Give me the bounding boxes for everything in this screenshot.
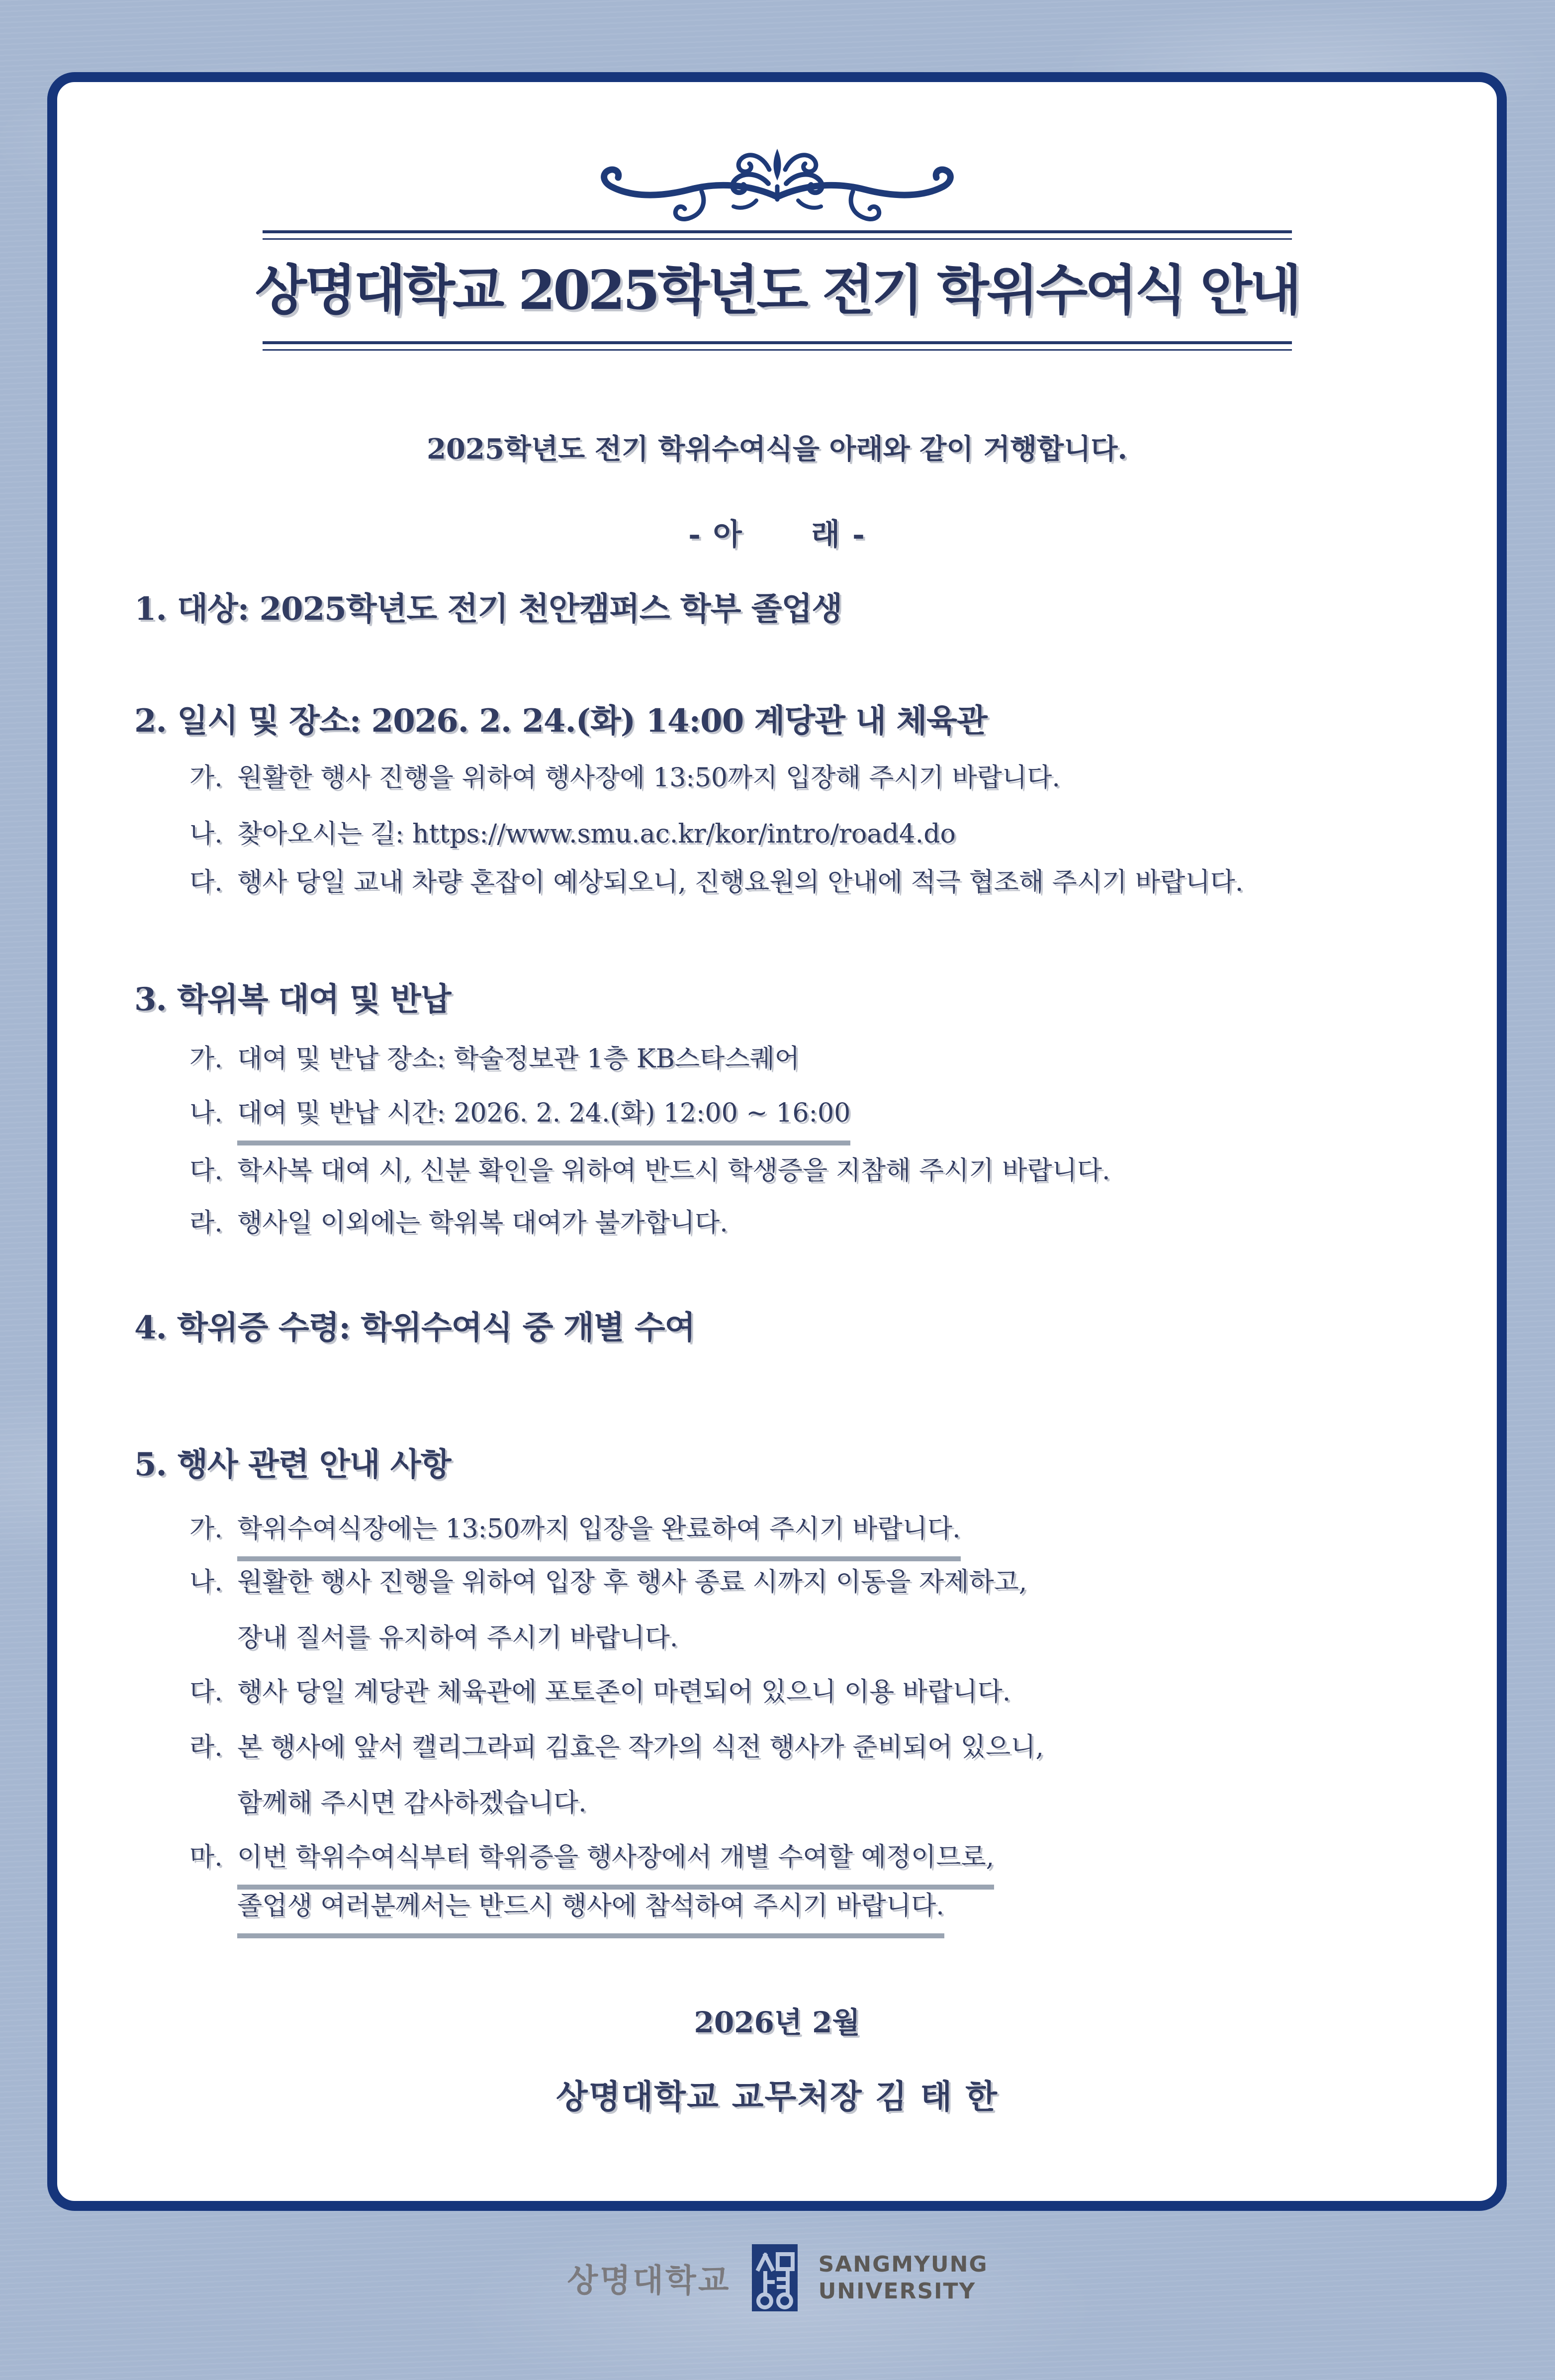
item-text: 행사 당일 교내 차량 혼잡이 예상되오니, 진행요원의 안내에 적극 협조해 주시기 바랍니다. bbox=[237, 867, 1244, 897]
list-item-3-na bbox=[189, 1097, 850, 1145]
logo-korean-wordmark: 상명대학교 bbox=[567, 2262, 731, 2299]
list-item-5-ma bbox=[189, 1841, 994, 1890]
item-label: 가. bbox=[189, 1044, 223, 1074]
item-label: 나. bbox=[189, 1567, 223, 1597]
list-item-5-ra bbox=[189, 1731, 1044, 1764]
list-item-2-na bbox=[189, 818, 956, 851]
logo-english-line1: SANGMYUNG bbox=[818, 2251, 988, 2277]
list-item-3-ga bbox=[189, 1043, 800, 1075]
item-text: 학사복 대여 시, 신분 확인을 위하여 반드시 학생증을 지참해 주시기 바랍니다. bbox=[237, 1156, 1110, 1186]
logo-english-line2: UNIVERSITY bbox=[818, 2278, 976, 2304]
list-item-3-da bbox=[189, 1154, 1110, 1187]
logo-english-wordmark bbox=[819, 2251, 988, 2305]
item-label: 라. bbox=[189, 1208, 223, 1238]
item-text: 원활한 행사 진행을 위하여 행사장에 13:50까지 입장해 주시기 바랍니다. bbox=[237, 763, 1060, 793]
item-text: 장내 질서를 유지하여 주시기 바랍니다. bbox=[237, 1623, 678, 1653]
page-title: 상명대학교 2025학년도 전기 학위수여식 안내 bbox=[255, 259, 1299, 322]
item-text-underlined: 이번 학위수여식부터 학위증을 행사장에서 개별 수여할 예정이므로, bbox=[237, 1841, 994, 1890]
item-label: 다. bbox=[189, 1156, 223, 1186]
title-divider-top-thick bbox=[263, 230, 1292, 233]
item-label: 나. bbox=[189, 1098, 223, 1128]
item-label: 라. bbox=[189, 1732, 223, 1762]
item-label: 마. bbox=[189, 1842, 223, 1872]
item-text: 행사일 이외에는 학위복 대여가 불가합니다. bbox=[237, 1208, 728, 1238]
item-label: 나. bbox=[189, 819, 223, 849]
footer-date: 2026년 2월 bbox=[694, 2005, 860, 2039]
title-divider-top-thin bbox=[263, 238, 1292, 240]
item-label: 다. bbox=[189, 1677, 223, 1707]
item-text-underlined: 대여 및 반납 시간: 2026. 2. 24.(화) 12:00 ~ 16:00 bbox=[237, 1097, 850, 1145]
item-text: 대여 및 반납 장소: 학술정보관 1층 KB스타스퀘어 bbox=[237, 1044, 800, 1074]
title-divider-bottom-thick bbox=[263, 341, 1292, 344]
list-item-3-ra bbox=[189, 1207, 728, 1239]
floral-flourish-icon bbox=[583, 141, 971, 228]
footer-signature: 상명대학교 교무처장 김 태 한 bbox=[556, 2077, 998, 2116]
item-text-url: 찾아오시는 길: https://www.smu.ac.kr/kor/intro/road4.do bbox=[237, 819, 956, 849]
title-divider-bottom-thin bbox=[263, 349, 1292, 351]
section-4-heading: 4. 학위증 수령: 학위수여식 중 개별 수여 bbox=[134, 1309, 695, 1346]
item-text-underlined: 졸업생 여러분께서는 반드시 행사에 참석하여 주시기 바랍니다. bbox=[237, 1890, 944, 1938]
section-1-heading: 1. 대상: 2025학년도 전기 천안캠퍼스 학부 졸업생 bbox=[134, 590, 842, 628]
announcement-card bbox=[47, 72, 1507, 2211]
list-item-5-na bbox=[189, 1566, 1027, 1599]
list-item-5-da bbox=[189, 1676, 1010, 1709]
list-item-5-na-line2 bbox=[237, 1621, 678, 1654]
item-text: 본 행사에 앞서 캘리그라피 김효은 작가의 식전 행사가 준비되어 있으니, bbox=[237, 1732, 1044, 1762]
item-text-underlined: 학위수여식장에는 13:50까지 입장을 완료하여 주시기 바랍니다. bbox=[237, 1513, 961, 1561]
list-item-5-ra-line2 bbox=[237, 1787, 587, 1819]
list-item-5-ga bbox=[189, 1513, 961, 1561]
list-item-5-ma-line2 bbox=[237, 1890, 944, 1938]
list-item-2-ga bbox=[189, 762, 1060, 794]
university-logo bbox=[567, 2244, 988, 2311]
sangmyung-emblem-icon bbox=[752, 2244, 798, 2311]
item-label: 가. bbox=[189, 1514, 223, 1544]
item-label: 가. bbox=[189, 763, 223, 793]
item-label: 다. bbox=[189, 867, 223, 897]
section-2-heading: 2. 일시 및 장소: 2026. 2. 24.(화) 14:00 계당관 내 체육관 bbox=[134, 702, 987, 740]
item-text: 함께해 주시면 감사하겠습니다. bbox=[237, 1788, 587, 1818]
item-text: 행사 당일 계당관 체육관에 포토존이 마련되어 있으니 이용 바랍니다. bbox=[237, 1677, 1011, 1707]
section-3-heading: 3. 학위복 대여 및 반납 bbox=[134, 981, 451, 1018]
item-text: 원활한 행사 진행을 위하여 입장 후 행사 종료 시까지 이동을 자제하고, bbox=[237, 1567, 1027, 1597]
list-item-2-da bbox=[189, 866, 1243, 899]
section-5-heading: 5. 행사 관련 안내 사항 bbox=[134, 1446, 451, 1483]
below-marker: - 아 래 - bbox=[688, 517, 866, 552]
intro-text: 2025학년도 전기 학위수여식을 아래와 같이 거행합니다. bbox=[427, 433, 1127, 466]
